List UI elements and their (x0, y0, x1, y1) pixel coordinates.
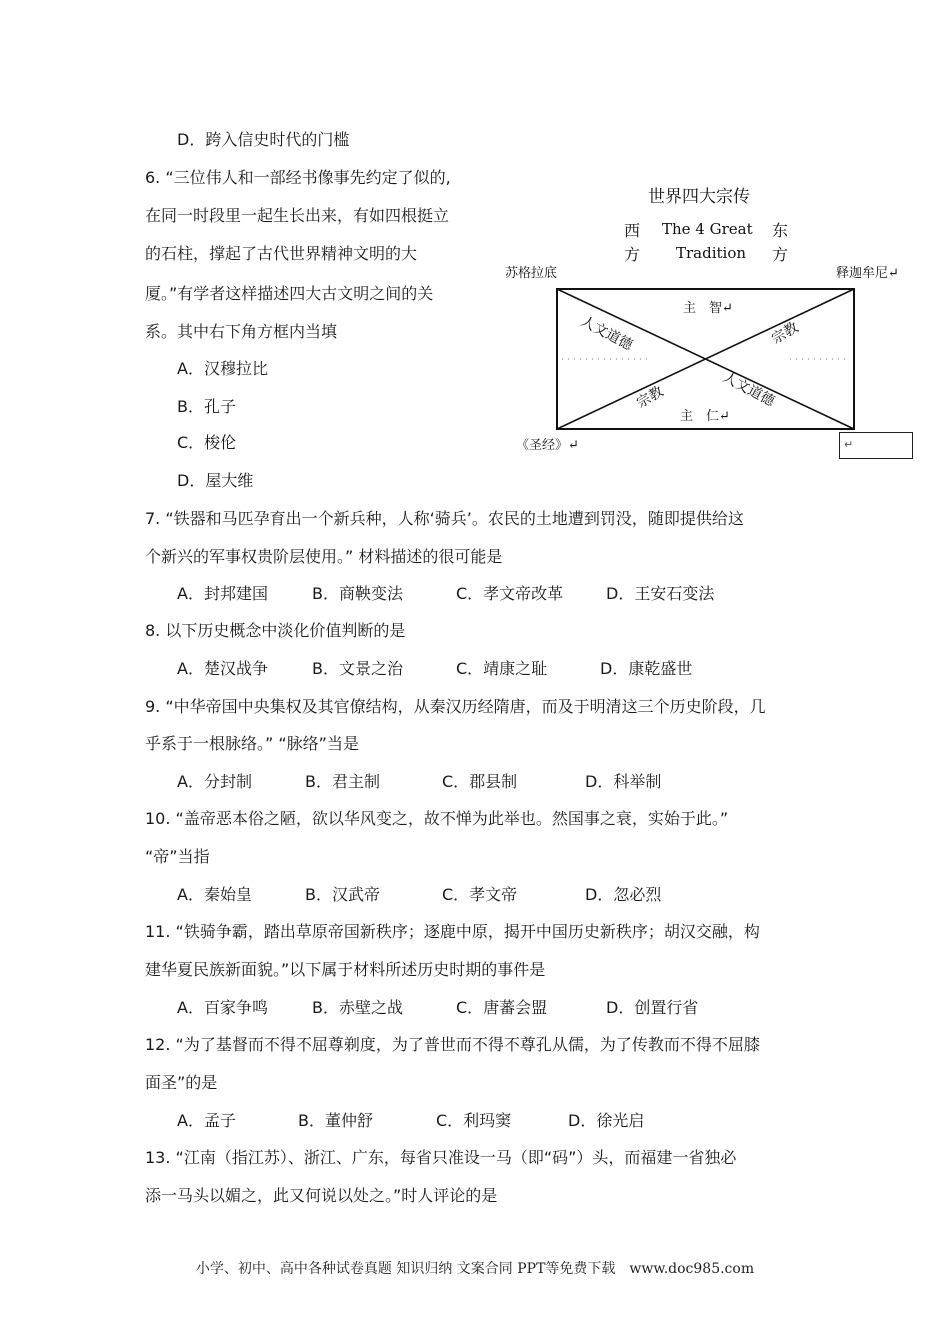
q7-option-d: D．王安石变法 (606, 584, 715, 603)
four-traditions-figure (500, 176, 920, 466)
q9-option-a: A．分封制 (177, 772, 252, 791)
q9-option-b: B．君主制 (305, 772, 380, 791)
q13-stem-line-2: 添一马头以媚之，此又何说以处之。”时人评论的是 (145, 1186, 498, 1205)
q12-option-d: D．徐光启 (568, 1111, 645, 1130)
figure-title: 世界四大宗传 (648, 187, 750, 207)
q6-option-c: C．梭伦 (177, 433, 237, 452)
q10-option-c: C．孝文帝 (442, 885, 518, 904)
figure-english-1: The 4 Great (662, 220, 753, 238)
q10-stem-line-2: “帝”当指 (145, 847, 210, 866)
q11-option-b: B．赤壁之战 (312, 998, 403, 1017)
figure-bottom-left-label: 《圣经》↵ (516, 438, 579, 453)
figure-top-center-label: 主 智↵ (683, 301, 733, 316)
page-footer: 小学、初中、高中各种试卷真题 知识归纳 文案合同 PPT等免费下载 www.doc985.com (195, 1261, 755, 1277)
q12-stem-line-1: 12. “为了基督而不得不屈尊剃度，为了普世而不得不尊孔从儒，为了传教而不得不屈膝 (145, 1035, 760, 1054)
figure-top-right-label: 释迦牟尼↵ (836, 266, 899, 281)
figure-bottom-center-label: 主 仁↵ (680, 409, 730, 424)
q9-option-c: C．郡县制 (442, 772, 518, 791)
figure-left-diagonal-label: 人文道德 (578, 313, 636, 354)
q10-option-a: A．秦始皇 (177, 885, 252, 904)
q8-option-d: D．康乾盛世 (600, 659, 693, 678)
q7-option-c: C．孝文帝改革 (456, 584, 564, 603)
q8-stem-line-1: 8. 以下历史概念中淡化价值判断的是 (145, 621, 406, 640)
answer-blank-box (839, 432, 913, 459)
q7-stem-line-2: 个新兴的军事权贵阶层使用。” 材料描述的很可能是 (145, 547, 503, 566)
q6-stem-line-4: 厦。”有学者这样描述四大古文明之间的关 (145, 284, 434, 303)
figure-east-1: 东 (772, 221, 789, 240)
q7-option-a: A．封邦建国 (177, 584, 268, 603)
q6-stem-line-3: 的石柱，撑起了古代世界精神文明的大 (145, 244, 418, 263)
figure-left-bottom-label: 宗教 (634, 383, 667, 412)
figure-west-2: 方 (624, 245, 641, 264)
q9-option-d: D．科举制 (585, 772, 662, 791)
figure-west-1: 西 (624, 221, 641, 240)
q11-stem-line-2: 建华夏民族新面貌。”以下属于材料所述历史时期的事件是 (145, 960, 546, 979)
q6-option-b: B．孔子 (177, 397, 236, 416)
q8-option-c: C．靖康之耻 (456, 659, 548, 678)
q8-option-a: A．楚汉战争 (177, 659, 268, 678)
q10-option-b: B．汉武帝 (305, 885, 380, 904)
q9-stem-line-1: 9. “中华帝国中央集权及其官僚结构，从秦汉历经隋唐，而及于明清这三个历史阶段，几 (145, 697, 766, 716)
q11-stem-line-1: 11. “铁骑争霸，踏出草原帝国新秩序；逐鹿中原，揭开中国历史新秩序；胡汉交融，构 (145, 922, 760, 941)
figure-right-top-label: 宗教 (769, 319, 802, 348)
q9-stem-line-2: 乎系于一根脉络。” “脉络”当是 (145, 734, 359, 753)
q13-stem-line-1: 13. “江南（指江苏）、浙江、广东，每省只准设一马（即“码”）头，而福建一省独必 (145, 1148, 737, 1167)
q6-option-d: D．屋大维 (177, 471, 254, 490)
figure-east-2: 方 (772, 245, 789, 264)
q5-option-d: D．跨入信史时代的门槛 (177, 130, 350, 149)
figure-diagram (500, 176, 920, 466)
q7-stem-line-1: 7. “铁器和马匹孕育出一个新兵种，人称‘骑兵’。农民的土地遭到罚没，随即提供给这 (145, 509, 744, 528)
q11-option-d: D．创置行省 (606, 998, 699, 1017)
q11-option-a: A．百家争鸣 (177, 998, 268, 1017)
figure-english-2: Tradition (676, 244, 747, 262)
q8-option-b: B．文景之治 (312, 659, 403, 678)
answer-box-mark: ↵ (844, 438, 854, 451)
q6-stem-line-1: 6. “三位伟人和一部经书像事先约定了似的, (145, 168, 451, 187)
q12-option-c: C．利玛窦 (436, 1111, 512, 1130)
q6-stem-line-2: 在同一时段里一起生长出来，有如四根挺立 (145, 206, 450, 225)
q10-option-d: D．忽必烈 (585, 885, 662, 904)
q6-stem-line-5: 系。其中右下角方框内当填 (145, 322, 338, 341)
figure-top-left-label: 苏格拉底 (505, 266, 558, 281)
figure-right-bottom-label: 人文道德 (720, 369, 778, 410)
q10-stem-line-1: 10. “盖帝恶本俗之陋，欲以华风变之，故不惮为此举也。然国事之衰，实始于此。” (145, 809, 729, 828)
q6-option-a: A．汉穆拉比 (177, 359, 268, 378)
q11-option-c: C．唐蕃会盟 (456, 998, 548, 1017)
q12-option-b: B．董仲舒 (298, 1111, 373, 1130)
q7-option-b: B．商鞅变法 (312, 584, 403, 603)
q12-option-a: A．孟子 (177, 1111, 236, 1130)
q12-stem-line-2: 面圣”的是 (145, 1073, 218, 1092)
